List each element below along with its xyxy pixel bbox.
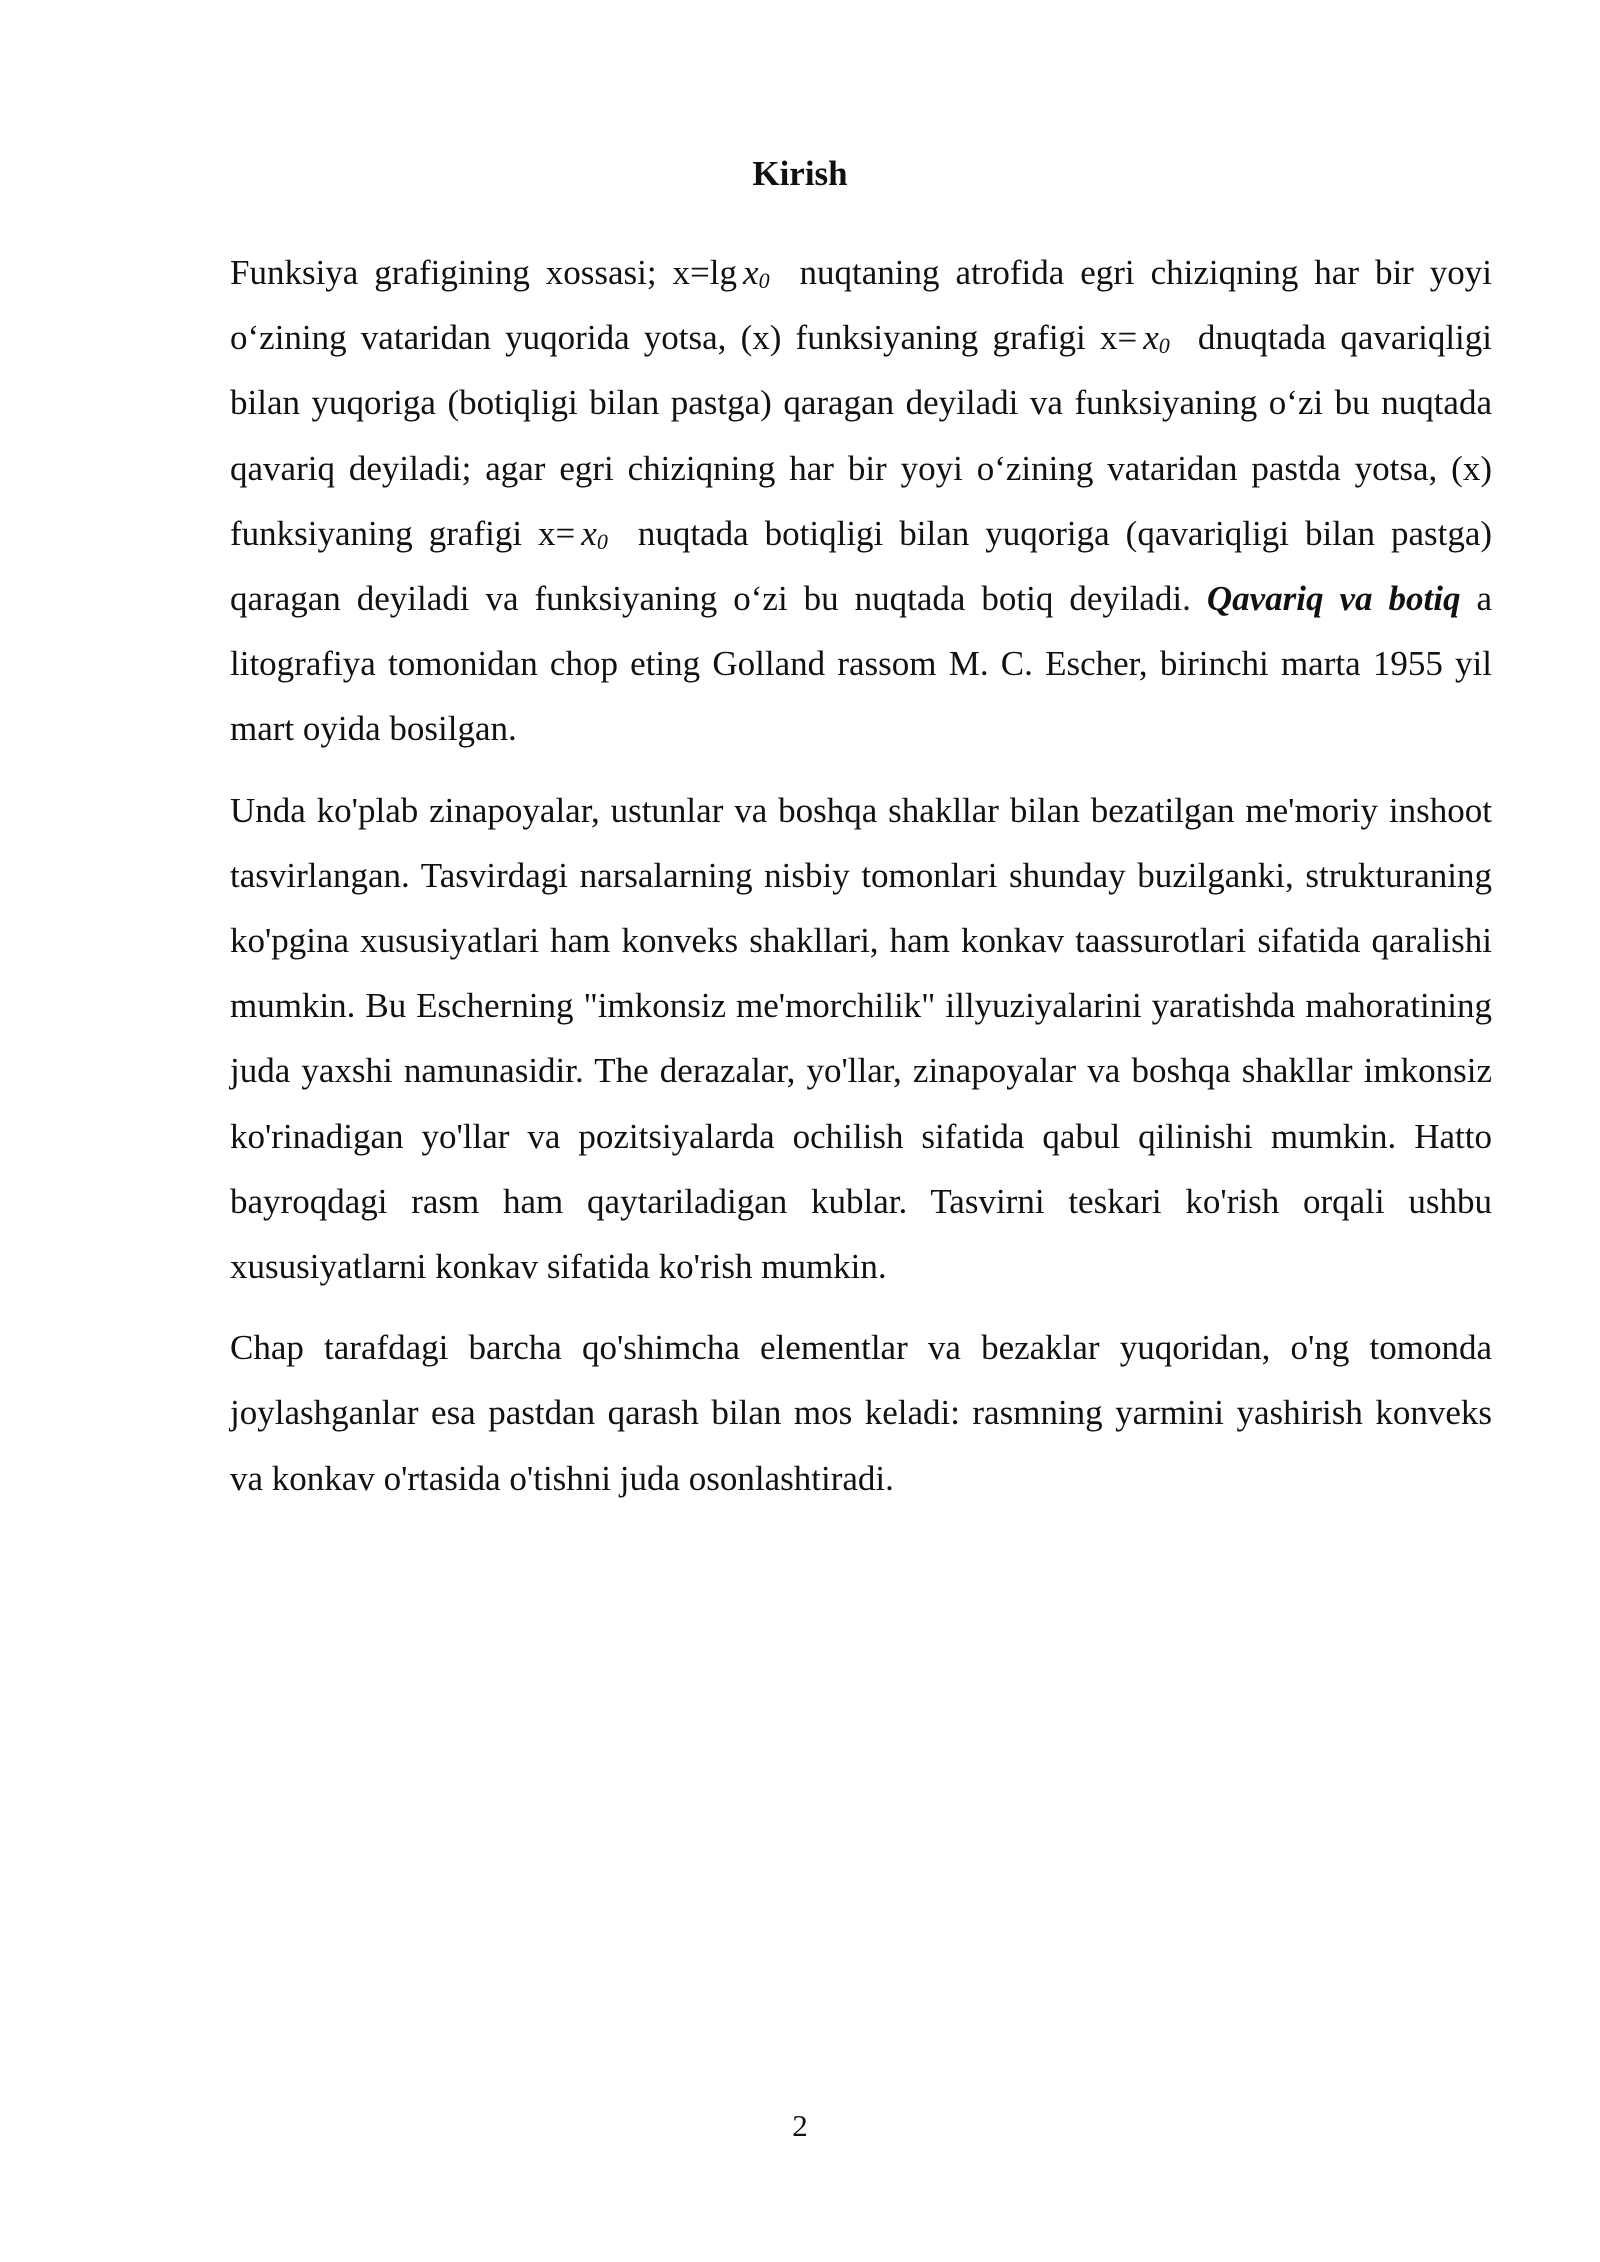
math-x0-sub: 0: [1158, 333, 1170, 359]
math-x0-sub: 0: [758, 268, 770, 293]
math-x0-var: x: [743, 253, 759, 292]
page-number: 2: [792, 2108, 808, 2143]
math-x0-var: x: [1143, 318, 1159, 358]
math-x0: [1137, 305, 1184, 370]
math-x0-var: x: [581, 513, 597, 553]
paragraph-1-segment-4: nuqtada botiqligi bilan yuqoriga (qavariqligi bilan pastga) qaragan deyiladi va funksiyaning o‘zi bu nuqtada botiq deyiladi.: [230, 513, 1493, 619]
paragraph-1-segment-1: Funksiya grafigining xossasi; x=lg: [230, 253, 738, 292]
emphasis-term: Qavariq va botiq: [1206, 579, 1461, 619]
paragraph-1: [230, 240, 1492, 762]
body-text: [230, 240, 1492, 1511]
paragraph-1-segment-3: dnuqtada qavariqligi bilan yuqoriga (botiqligi bilan pastga) qaragan deyiladi va funksiyaning o‘zi bu nuqtada qavariq deyiladi; agar egri chiziqning har bir yoyi o‘zining vataridan pastda yotsa, (x) funksiyaning grafigi x=: [230, 318, 1492, 553]
page-title: Kirish: [752, 154, 848, 193]
paragraph-2: Unda ko'plab zinapoyalar, ustunlar va boshqa shakllar bilan bezatilgan me'moriy inshoot tasvirlangan. Tasvirdagi narsalarning nisbiy tomonlari shunday buzilganki, strukturaning ko'pgina xususiyatlari ham konveks shakllari, ham konkav taassurotlari sifatida qaralishi mumkin. Bu Escherning "imkonsiz me'morchilik" illyuziyalarini yaratishda mahoratining juda yaxshi namunasidir. The derazalar, yo'llar, zinapoyalar va boshqa shakllar imkonsiz ko'rinadigan yo'llar va pozitsiyalarda ochilish sifatida qabul qilinishi mumkin. Hatto bayroqdagi rasm ham qaytariladigan kublar. Tasvirni teskari ko'rish orqali ushbu xususiyatlarni konkav sifatida ko'rish mumkin.: [230, 790, 1492, 1287]
paragraph-1-segment-2: nuqtaning atrofida egri chiziqning har bir yoyi o‘zining vataridan yuqorida yotsa, (x) funksiyaning grafigi x=: [230, 253, 1493, 358]
math-x0: [737, 240, 784, 305]
paragraph-3: Chap tarafdagi barcha qo'shimcha elementlar va bezaklar yuqoridan, o'ng tomonda joylashganlar esa pastdan qarash bilan mos keladi: rasmning yarmini yashirish konveks va konkav o'rtasida o'tishni juda osonlashtiradi.: [230, 1328, 1492, 1498]
math-x0: [575, 501, 622, 566]
paragraph-1-segment-5: a litografiya tomonidan chop eting Golland rassom M. C. Escher, birinchi marta 1955 yil mart oyida bosilgan.: [230, 579, 1493, 749]
math-x0-sub: 0: [596, 528, 608, 554]
